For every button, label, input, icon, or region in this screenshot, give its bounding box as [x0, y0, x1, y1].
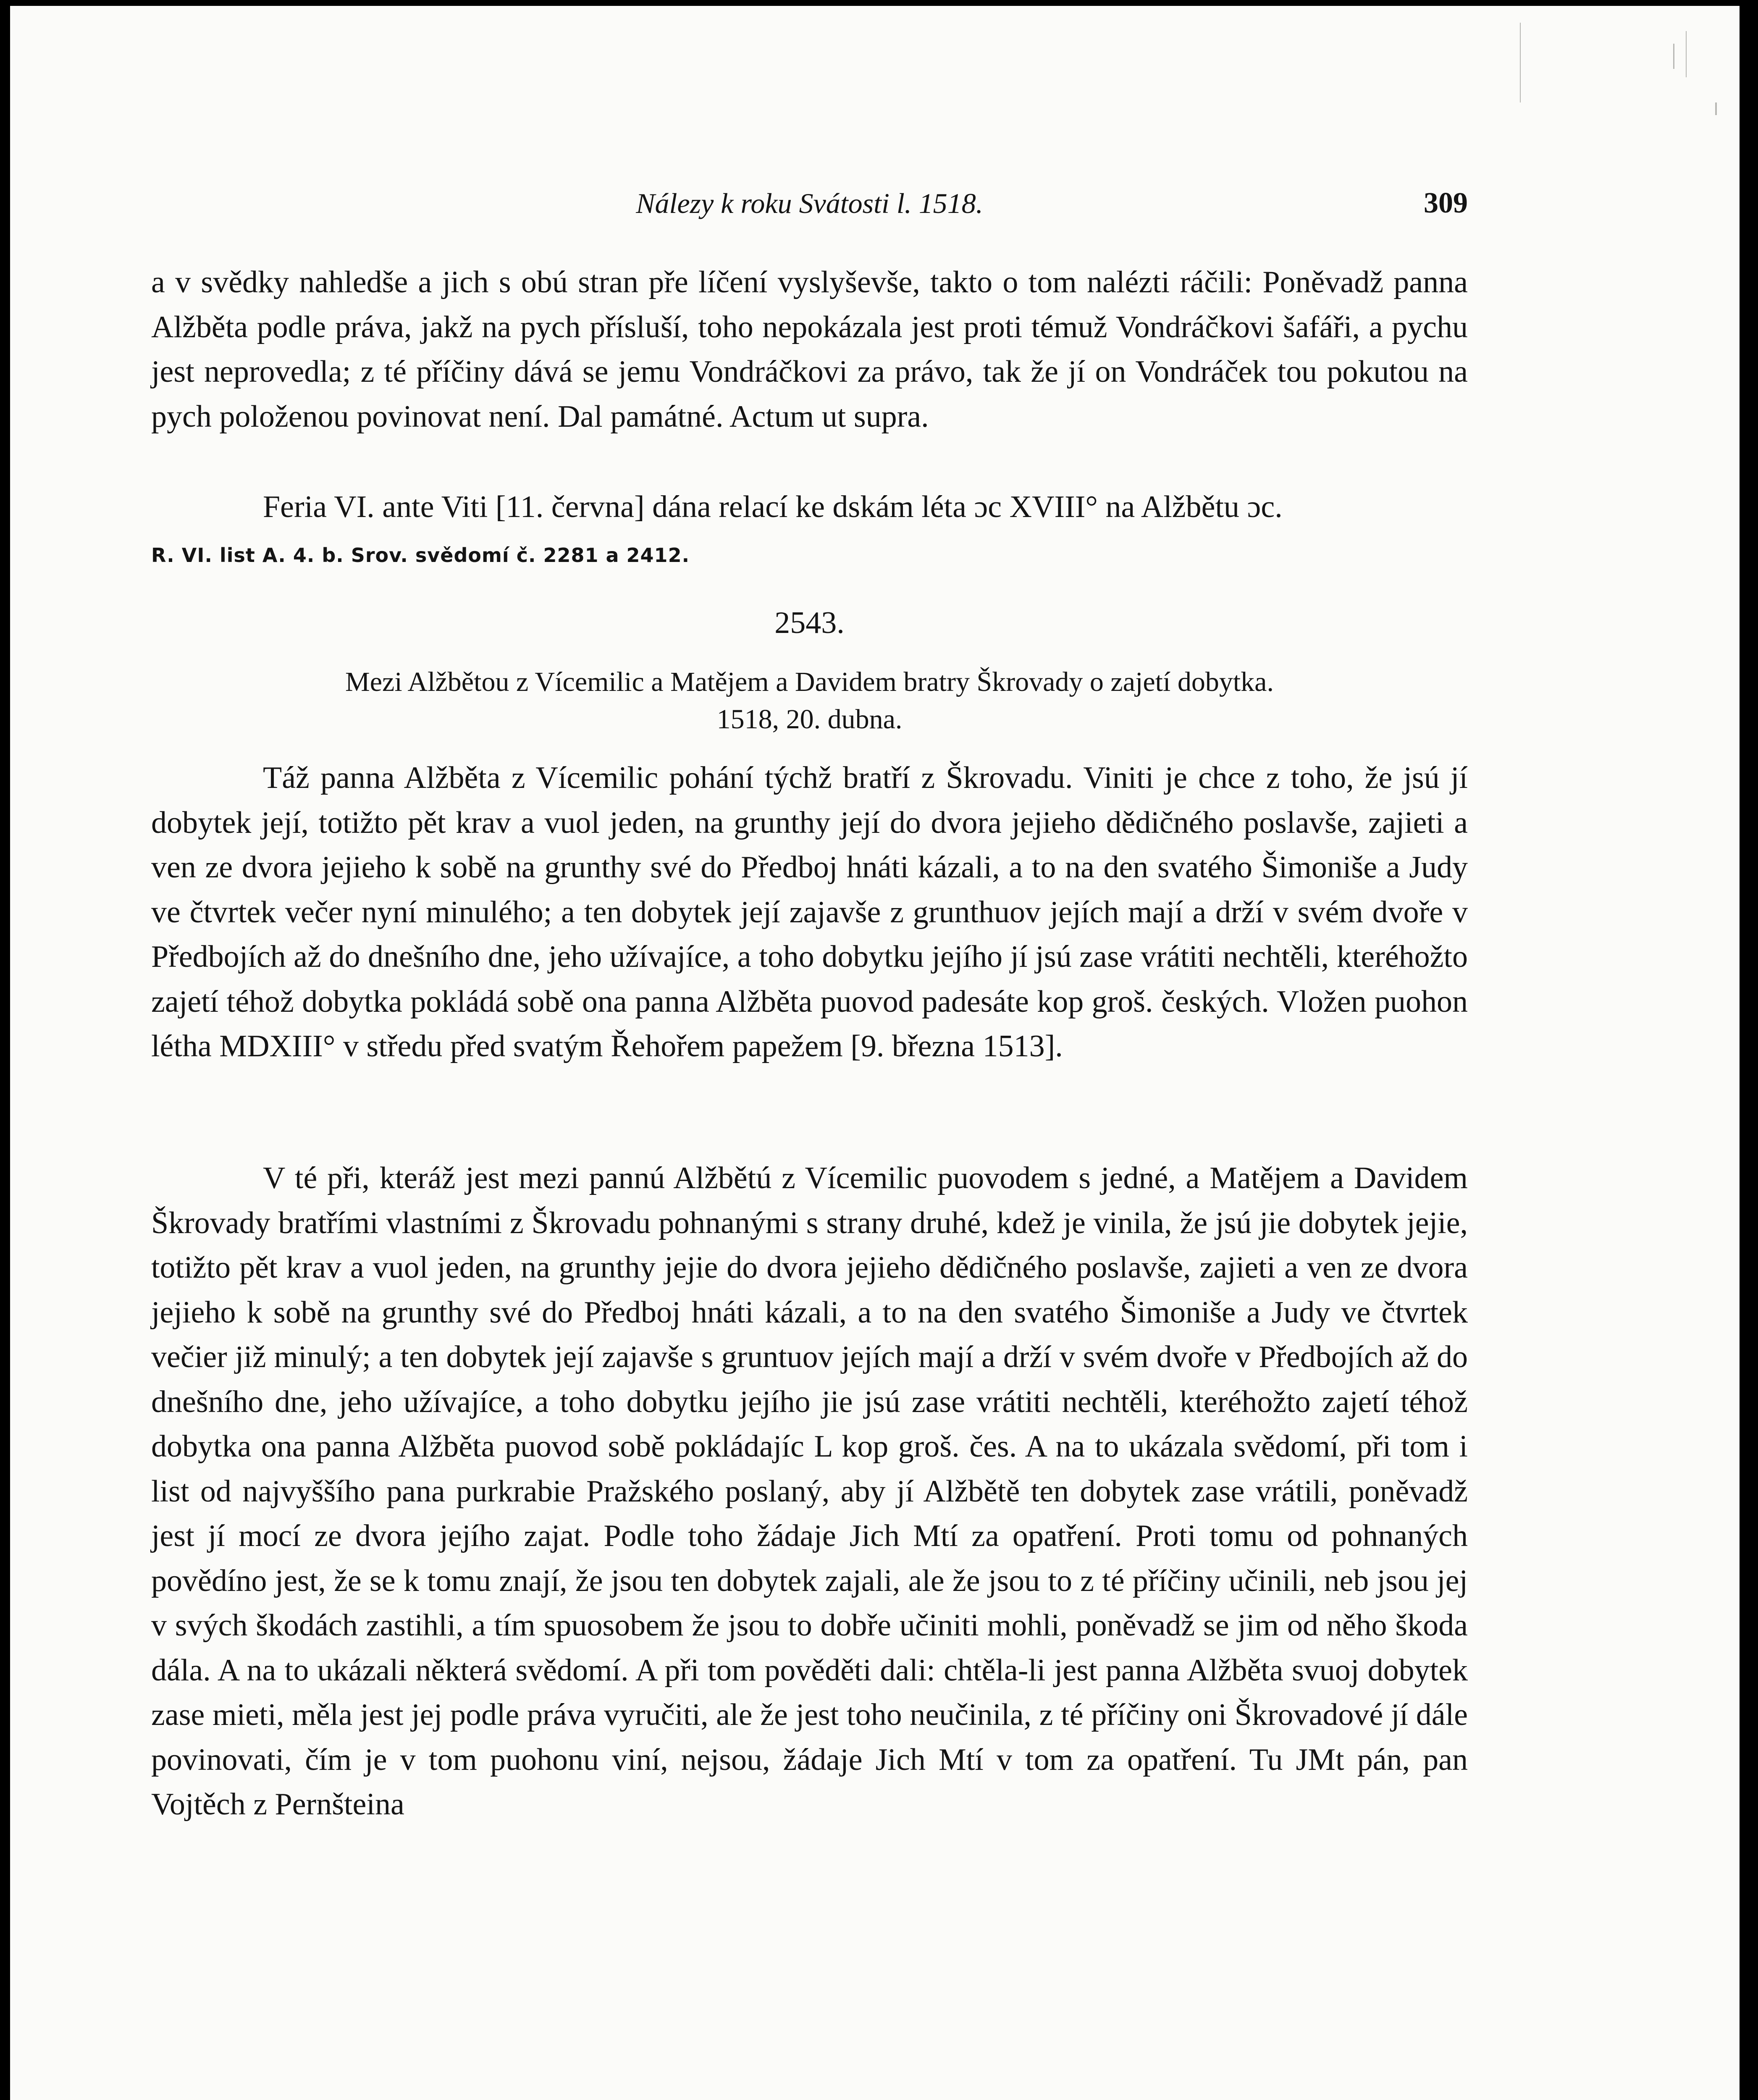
page-edge-mark — [1520, 23, 1521, 102]
page-edge-mark — [1715, 102, 1717, 115]
entry-date: 1518, 20. dubna. — [716, 704, 903, 735]
entry-heading: Mezi Alžbětou z Vícemilic a Matějem a Davidem bratry Škrovady o zajetí dobytka. — [345, 667, 1274, 697]
previous-entry-text: a v svědky nahledše a jich s obú stran pře líčení vyslyševše, takto o tom nalézti ráčili: Poněvadž panna Alžběta podle práva, jakž na pych přísluší, toho nepokázala jest proti témuž Vondráčkovi šafáři, a pychu jest neprovedla; z té příčiny dává se jemu Vondráčkovi za právo, tak že jí on Vondráček tou pokutou na pych položenou povinovat není. Dal památné. Actum ut supra. — [151, 265, 1468, 434]
page-edge-mark — [1686, 31, 1687, 77]
relation-note: Feria VI. ante Viti [11. června] dána relací ke dskám léta ɔc XVIII° na Alžbětu ɔc. — [263, 490, 1283, 524]
entry-number: 2543. — [774, 606, 845, 640]
page-header — [151, 184, 1468, 222]
running-title: Nálezy k roku Svátosti l. 1518. — [636, 187, 983, 219]
book-page — [10, 6, 1740, 2100]
entry-paragraph: V té při, kteráž jest mezi pannú Alžbětú z Vícemilic puovodem s jedné, a Matějem a Davidem Škrovady bratřími vlastními z Škrovadu pohnanými s strany druhé, kdež je vinila, že jsú jie dobytek jejie, totižto pět krav a vuol jeden, na grunthy jejie do dvora jejieho dědičného poslavše, zajieti a ven ze dvora jejieho k sobě na grunthy své do Předboj hnáti kázali, a to na den svatého Šimoniše a Judy ve čtvrtek večier již minulý; a ten dobytek její zajavše s gruntuov jejích mají a drží v svém dvoře v Předbojích až do dnešního dne, jeho užívajíce, a toho dobytku jejího jie jsú zase vrátiti nechtěli, kteréhožto zajetí téhož dobytka ona panna Alžběta puovod sobě pokládajíc L kop groš. čes. A na to ukázala svědomí, při tom i list od najvyššího pana purkrabie Pražského poslaný, aby jí Alžbětě ten dobytek zase vrátili, poněvadž jest jí mocí ze dvora jejího zajat. Podle toho žádaje Jich Mtí za opatření. Proti tomu od pohnaných povědíno jest, že se k tomu znají, že jsou ten dobytek zajali, ale že jsou to z té příčiny učinili, neb jsou jej v svých škodách zastihli, a tím spuosobem že jsou to dobře učiniti mohli, poněvadž se jim od něho škoda dála. A na to ukázali některá svědomí. A při tom pověděti dali: chtěla-li jest panna Alžběta svuoj dobytek zase mieti, měla jest jej podle práva vyručiti, ale že jest toho neučinila, z té příčiny oni Škrovadové jí dále povinovati, čím je v tom puohonu viní, nejsou, žádaje Jich Mtí v tom za opatření. Tu JMt pán, pan Vojtěch z Pernšteina — [151, 1161, 1468, 1822]
page-edge-mark — [1673, 44, 1674, 69]
page-number: 309 — [1424, 187, 1468, 219]
entry-paragraph: Táž panna Alžběta z Vícemilic pohání týchž bratří z Škrovadu. Viniti je chce z toho, že jsú jí dobytek její, totižto pět krav a vuol jeden, na grunthy její do dvora jejieho dědičného poslavše, zajieti a ven ze dvora jejieho k sobě na grunthy své do Předboj hnáti kázali, a to na den svatého Šimoniše a Judy ve čtvrtek večer nyní minulého; a ten dobytek její zajavše z grunthuov jejích mají a drží v svém dvoře v Předbojích až do dnešního dne, jeho užívajíce, a toho dobytku jejího jí jsú zase vrátiti nechtěli, kteréhožto zajetí téhož dobytka pokládá sobě ona panna Alžběta puovod padesáte kop groš. českých. Vložen puohon létha MDXIII° v středu před svatým Řehořem papežem [9. března 1513]. — [151, 761, 1468, 1063]
source-reference: R. VI. list A. 4. b. Srov. svědomí č. 2281 a 2412. — [151, 544, 690, 567]
